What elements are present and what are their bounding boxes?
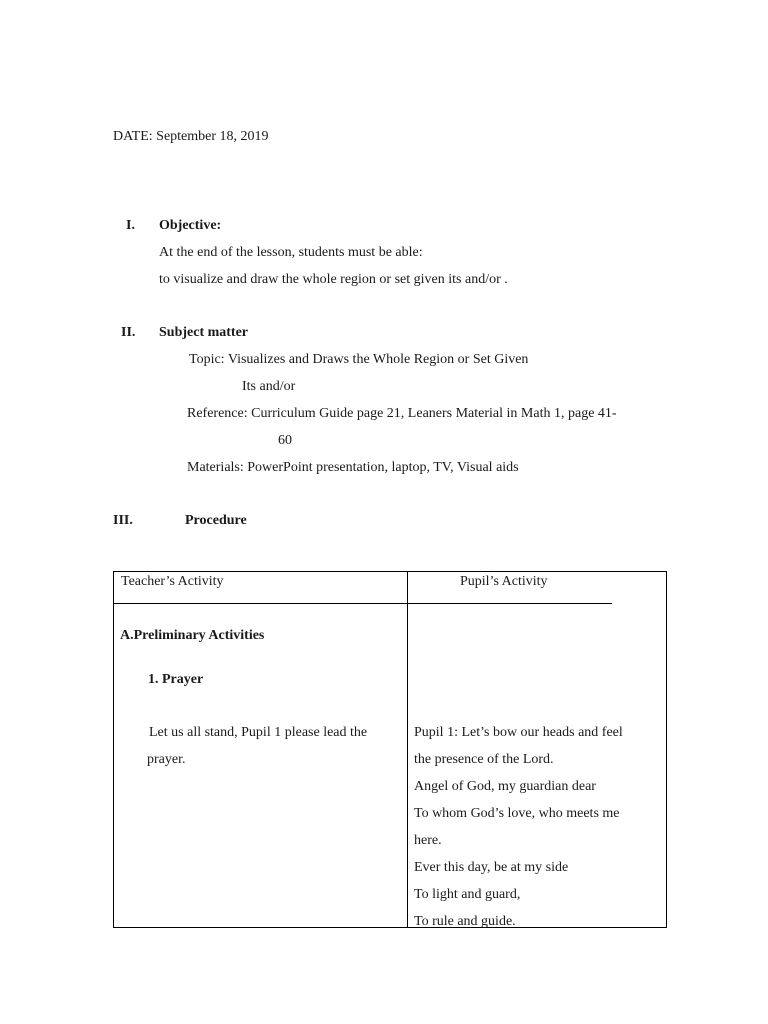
preliminary-activities-title: A.Preliminary Activities [120,628,265,643]
pupil-response-line: To rule and guide. [414,914,516,929]
pupil-response-line: Pupil 1: Let’s bow our heads and feel [414,725,623,740]
teacher-instruction-line-2: prayer. [147,752,186,767]
subject-numeral: II. [121,325,136,340]
topic-line-2: Its and/or [242,379,296,394]
table-header-divider-left [114,603,408,604]
table-column-divider [407,572,408,927]
table-header-divider-right [408,603,612,604]
prayer-subtitle: 1. Prayer [148,672,204,687]
objective-line-2: to visualize and draw the whole region or set given its and/or . [159,272,508,287]
objective-heading: Objective: [159,218,222,233]
procedure-heading: Procedure [185,513,247,528]
teacher-instruction-line-1: Let us all stand, Pupil 1 please lead the [149,725,368,740]
pupil-response-line: here. [414,833,442,848]
header-teacher-activity: Teacher’s Activity [121,574,224,589]
reference-line-1: Reference: Curriculum Guide page 21, Leaners Material in Math 1, page 41- [187,406,617,421]
reference-line-2: 60 [278,433,292,448]
objective-line-1: At the end of the lesson, students must be able: [159,245,423,260]
date-line: DATE: September 18, 2019 [113,129,269,144]
pupil-response-line: To whom God’s love, who meets me [414,806,620,821]
pupil-response-line: Ever this day, be at my side [414,860,569,875]
header-pupil-activity: Pupil’s Activity [460,574,548,589]
materials-line: Materials: PowerPoint presentation, laptop, TV, Visual aids [187,460,519,475]
procedure-numeral: III. [113,513,133,528]
pupil-response-line: To light and guard, [414,887,521,902]
topic-line-1: Topic: Visualizes and Draws the Whole Region or Set Given [189,352,529,367]
objective-numeral: I. [126,218,135,233]
procedure-table [113,571,667,928]
pupil-response-line: the presence of the Lord. [414,752,554,767]
subject-heading: Subject matter [159,325,249,340]
pupil-response-line: Angel of God, my guardian dear [414,779,596,794]
